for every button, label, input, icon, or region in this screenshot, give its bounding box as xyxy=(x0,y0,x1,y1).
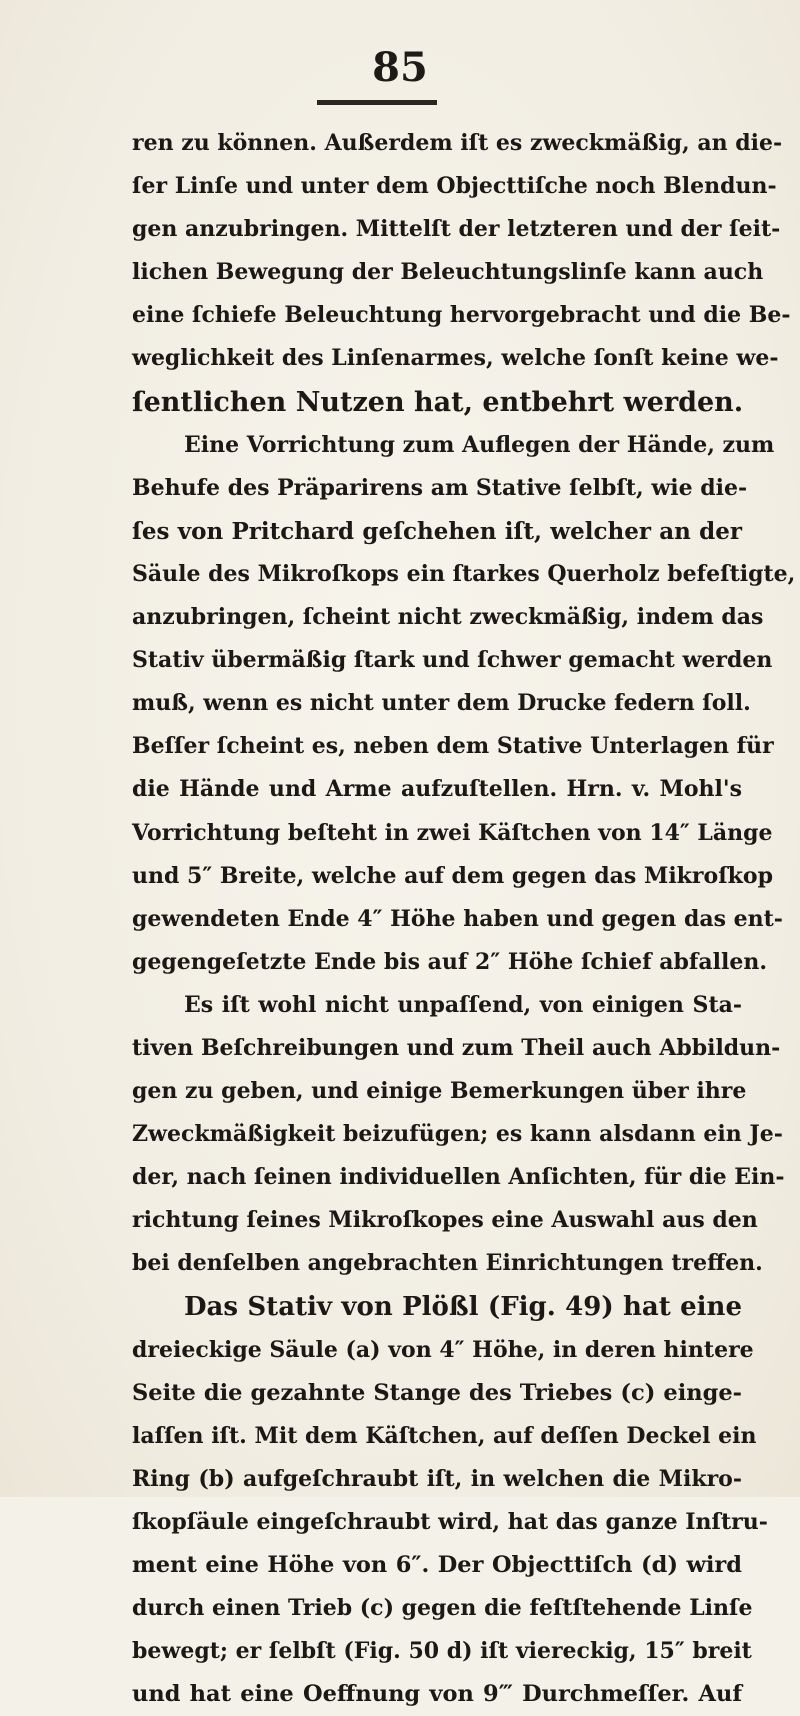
text-line: Vorrichtung beſteht in zwei Käſtchen von 14″ Länge xyxy=(132,819,773,846)
text-line: bewegt; er ſelbſt (Fig. 50 d) iſt viereckig, 15″ breit xyxy=(132,1638,752,1665)
text-line: die Hände und Arme aufzuſtellen. Hrn. v. Mohl's xyxy=(132,776,742,803)
page-number: 85 xyxy=(372,44,428,91)
text-line: Behufe des Präparirens am Stative ſelbſt, wie die- xyxy=(132,474,748,501)
text-line: Es iſt wohl nicht unpaſſend, von einigen Sta- xyxy=(184,991,742,1018)
text-line: gegengeſetzte Ende bis auf 2″ Höhe ſchief abfallen. xyxy=(132,948,767,975)
text-line: ſkopſäule eingeſchraubt wird, hat das ganze Inſtru- xyxy=(132,1509,768,1535)
text-line: Das Stativ von Plößl (Fig. 49) hat eine xyxy=(184,1291,742,1322)
text-line: weglichkeit des Linſenarmes, welche ſonſt keine we- xyxy=(132,345,779,372)
text-line: dreieckige Säule (a) von 4″ Höhe, in deren hintere xyxy=(132,1336,754,1363)
text-line: und 5″ Breite, welche auf dem gegen das Mikroſkop xyxy=(132,862,773,889)
text-line: lichen Bewegung der Beleuchtungslinſe kann auch xyxy=(132,259,764,286)
text-line: eine ſchiefe Beleuchtung hervorgebracht und die Be- xyxy=(132,302,791,329)
body-text xyxy=(132,122,796,1716)
text-line: laſſen iſt. Mit dem Käſtchen, auf deſſen Deckel ein xyxy=(132,1422,757,1449)
header-rule xyxy=(317,100,437,105)
text-line: anzubringen, ſcheint nicht zweckmäßig, indem das xyxy=(132,604,764,631)
text-line: tiven Beſchreibungen und zum Theil auch Abbildun- xyxy=(132,1034,781,1061)
text-line: gewendeten Ende 4″ Höhe haben und gegen das ent- xyxy=(132,905,783,932)
text-line: richtung ſeines Mikroſkopes eine Auswahl aus den xyxy=(132,1207,758,1234)
text-line: ſer Linſe und unter dem Objecttiſche noch Blendun- xyxy=(132,173,777,200)
text-line: Eine Vorrichtung zum Auflegen der Hände, zum xyxy=(184,431,775,458)
text-line: ren zu können. Außerdem iſt es zweckmäßig, an die- xyxy=(132,130,783,156)
text-line: bei denſelben angebrachten Einrichtungen treffen. xyxy=(132,1250,763,1277)
text-line: Beſſer ſcheint es, neben dem Stative Unterlagen für xyxy=(132,733,774,760)
text-line: ſentlichen Nutzen hat, entbehrt werden. xyxy=(132,386,744,418)
text-line: der, nach ſeinen individuellen Anſichten, für die Ein- xyxy=(132,1164,785,1191)
text-line: ſes von Pritchard geſchehen iſt, welcher an der xyxy=(132,517,742,545)
text-line: ment eine Höhe von 6″. Der Objecttiſch (d) wird xyxy=(132,1552,742,1579)
text-line: Ring (b) aufgeſchraubt iſt, in welchen die Mikro- xyxy=(132,1465,742,1492)
text-line: durch einen Trieb (c) gegen die feſtſtehende Linſe xyxy=(132,1595,753,1622)
text-line: Seite die gezahnte Stange des Triebes (c) einge- xyxy=(132,1379,742,1406)
text-line: gen anzubringen. Mittelſt der letzteren und der ſeit- xyxy=(132,216,781,243)
text-line: gen zu geben, und einige Bemerkungen über ihre xyxy=(132,1078,747,1105)
text-line: Stativ übermäßig ſtark und ſchwer gemacht werden xyxy=(132,647,773,674)
text-line: Zweckmäßigkeit beizufügen; es kann alsdann ein Je- xyxy=(132,1121,783,1148)
text-line: muß, wenn es nicht unter dem Drucke federn ſoll. xyxy=(132,690,751,717)
text-line: Säule des Mikroſkops ein ſtarkes Querholz befeſtigte, xyxy=(132,560,796,587)
text-line: und hat eine Oeffnung von 9‴ Durchmeſſer. Auf xyxy=(132,1681,742,1708)
